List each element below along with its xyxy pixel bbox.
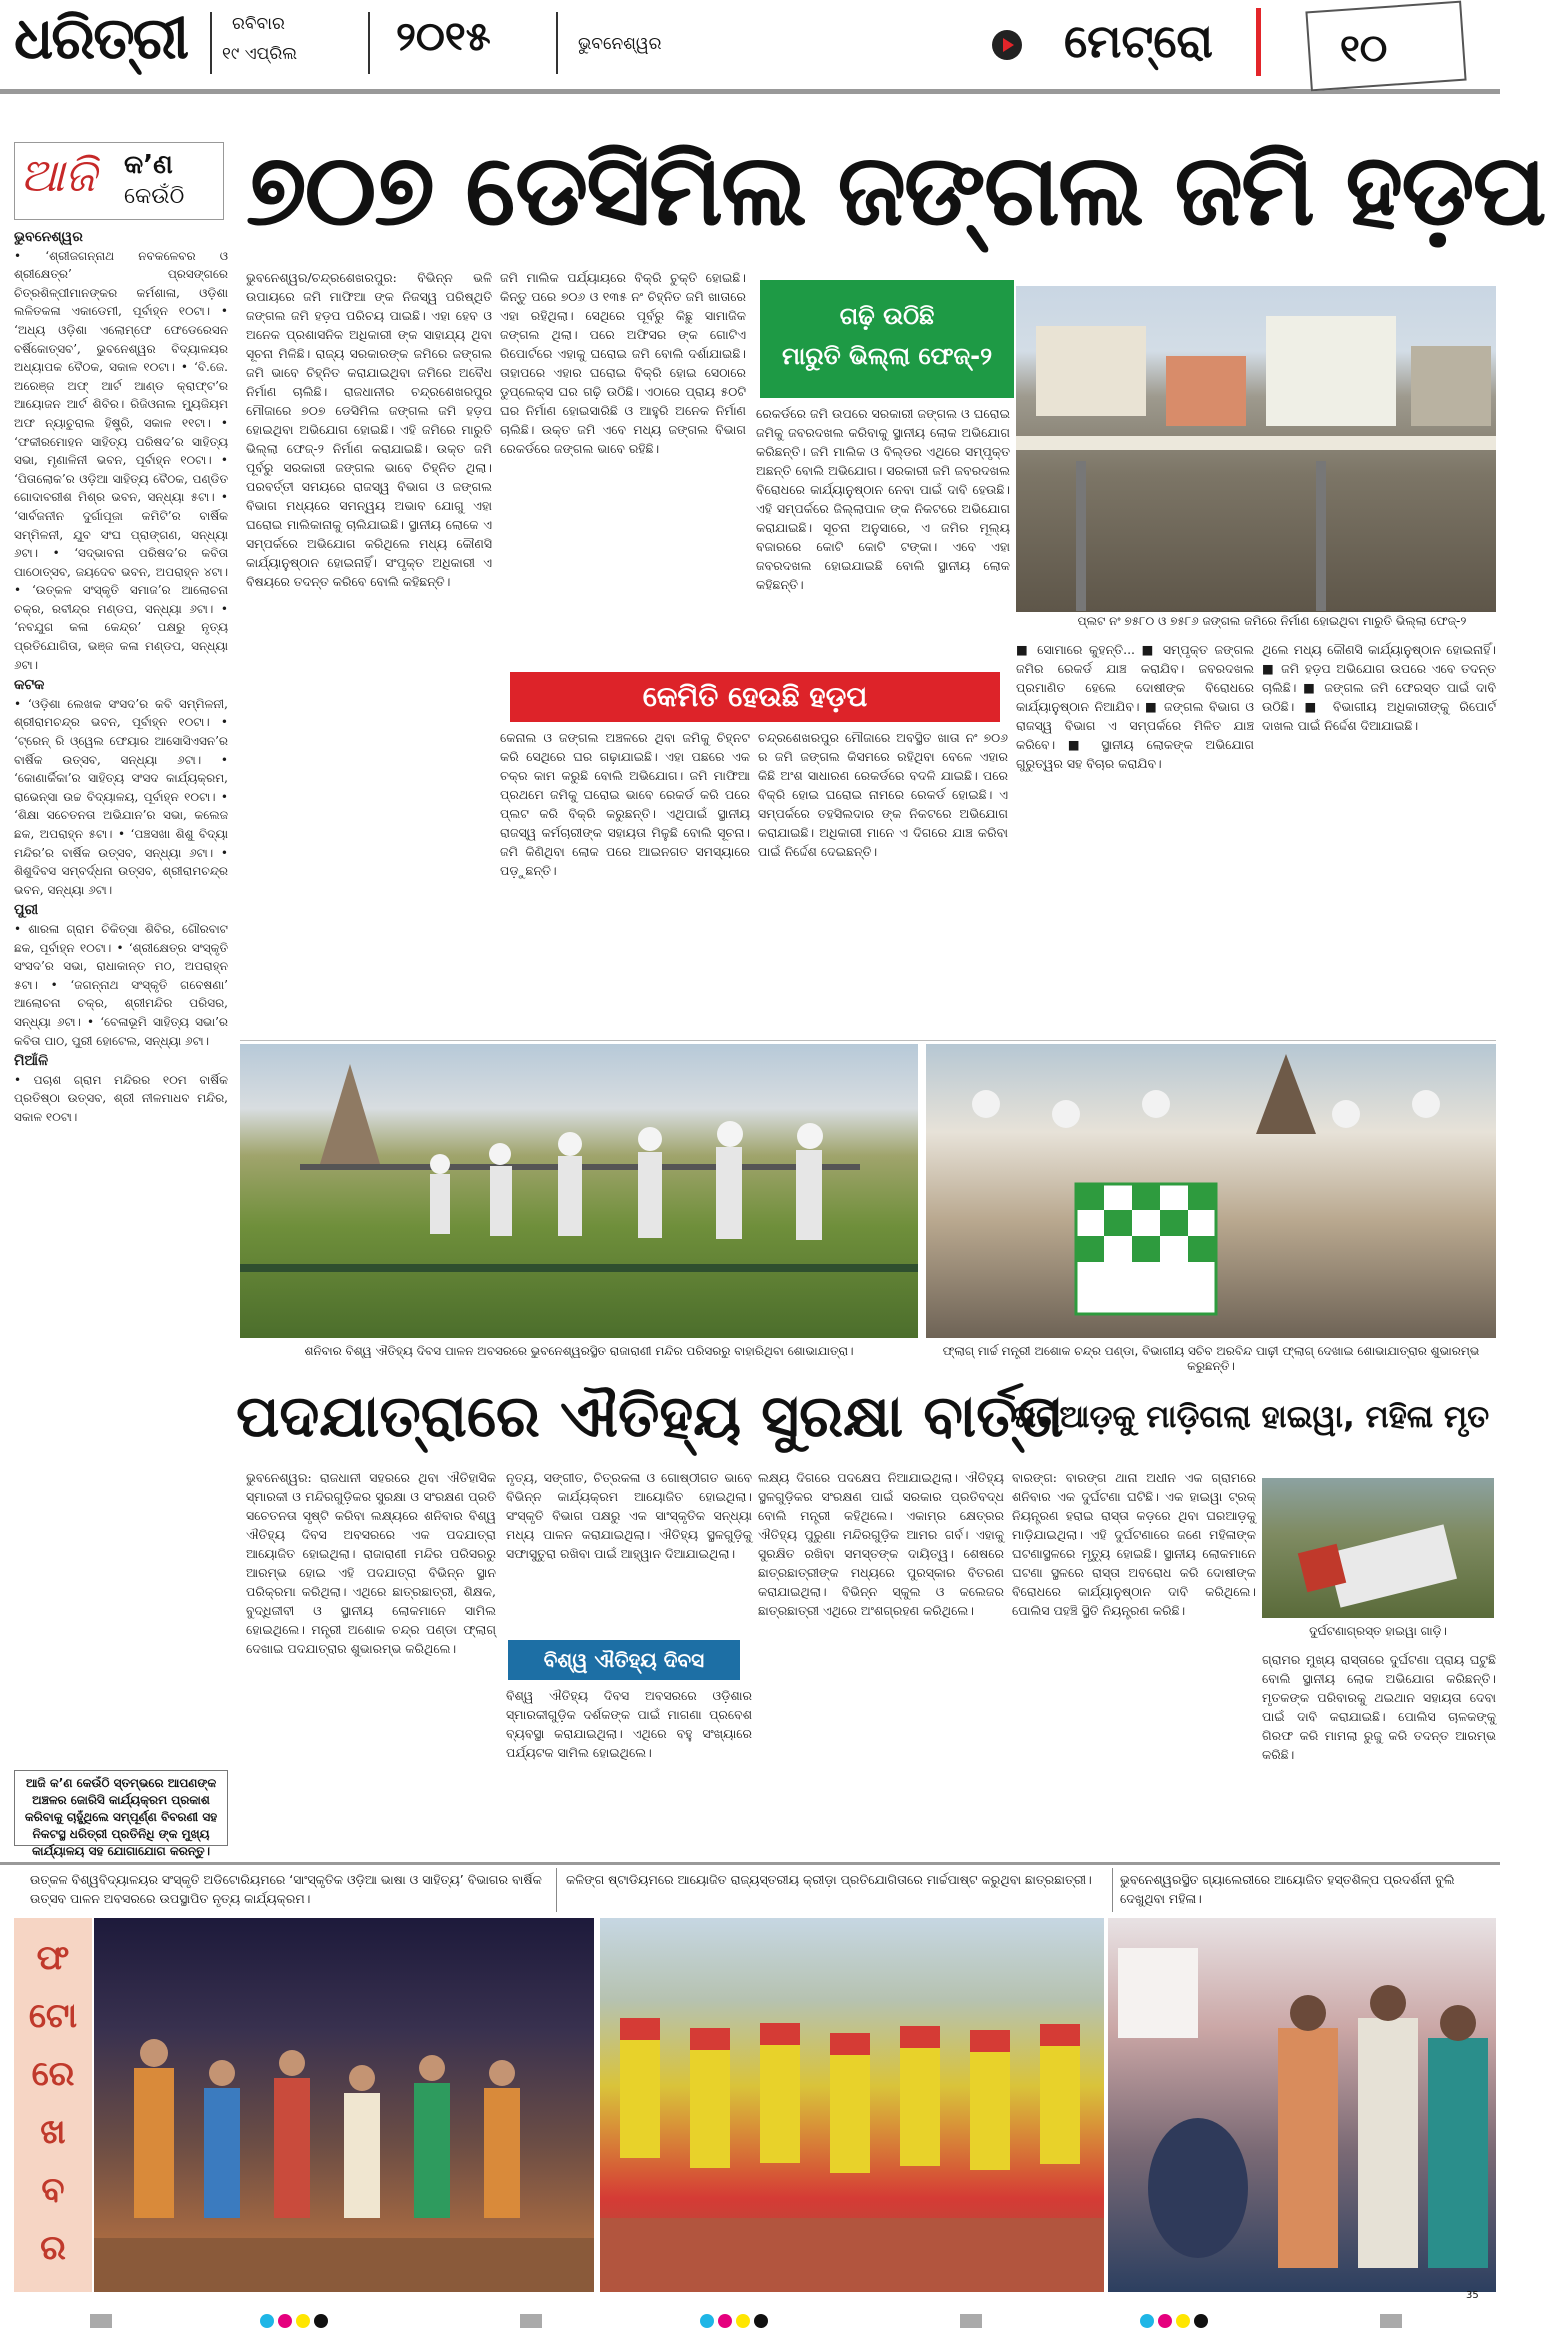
masthead-divider (368, 12, 370, 74)
building-photo-art (1016, 286, 1496, 612)
building-photo-caption: ପ୍ଲଟ ନଂ ୭୫୮୦ ଓ ୭୫୮୬ ଜଙ୍ଗଲ ଜମିରେ ନିର୍ମାଣ ହୋଇଥିବା ମାରୁତି ଭିଲ୍ଲା ଫେଜ୍-୨ (1077, 614, 1467, 628)
caption-divider (1112, 1868, 1113, 1912)
event-listings (14, 226, 228, 1766)
red-subhead-box: କେମିତି ହେଉଛି ହଡ଼ପ (510, 672, 1000, 722)
section-title: ମେଟ୍ରୋ (1064, 14, 1213, 68)
listing-text: • ‘ଶ୍ରୀଜଗନ୍ନାଥ ନବକଳେବର ଓ ଶ୍ରୀକ୍ଷେତ୍ର’ ପ୍ରସଙ୍ଗରେ ଚିତ୍ରଶିଳ୍ପୀମାନଙ୍କର କର୍ମଶାଳା, ଓଡ଼ିଶା ଲଳିତକଳା ଏକାଡେମୀ, ପୂର୍ବାହ୍ନ ୧୦ଟା। • ‘ଅଧ୍ୟ ଓଡ଼ିଶା ଏଲୋମ୍ଫେ ଫେଡେରେସନ ବର୍ଷିକୋତ୍ସବ’, ଭୁବନେଶ୍ୱର ବିଦ୍ୟାଳୟର ଅଧ୍ୟାପକ ବୈଠକ, ସକାଳ ୧୦ଟା। • ‘ବି.ଜେ. ଅରେଞ୍ଜ ଅଫ୍ ଆର୍ଟ ଆଣ୍ଡ କ୍ରାଫ୍ଟ’ର ଆୟୋଜନ ଆର୍ଟ ଶିବିର। ରିଜିଓନାଲ ମ୍ୟୁଜିୟମ ଅଫ ନ୍ୟାଚୁରାଲ ହିଷ୍ଟ୍ରି, ସକାଳ ୧୧ଟା। • ‘ଫକୀରମୋହନ ସାହିତ୍ୟ ପରିଷଦ’ର ସାହିତ୍ୟ ସଭା, ମୃଣାଳିନୀ ଭବନ, ପୂର୍ବାହ୍ନ ୧୦ଟା। • ‘ପିତାଲୋକ’ର ଓଡ଼ିଆ ସାହିତ୍ୟ ବୈଠକ, ପଣ୍ଡିତ ଗୋଦାବରୀଶ ମିଶ୍ର ଭବନ, ସନ୍ଧ୍ୟା ୫ଟା। • ‘ସାର୍ବଜନୀନ ଦୁର୍ଗାପୂଜା କମିଟି’ର ବାର୍ଷିକ ସମ୍ମିଳନୀ, ଯୁବ ସଂଘ ପ୍ରାଙ୍ଗଣ, ସନ୍ଧ୍ୟା ୬ଟା। • ‘ସଦ୍ଭାବନା ପରିଷଦ’ର କବିତା ପାଠୋତ୍ସବ, ଜୟଦେବ ଭବନ, ଅପରାହ୍ନ ୪ଟା। • ‘ଉତ୍କଳ ସଂସ୍କୃତି ସମାଜ’ର ଆଲୋଚନା ଚକ୍ର, ରବୀନ୍ଦ୍ର ମଣ୍ଡପ, ସନ୍ଧ୍ୟା ୬ଟା। • ‘ନବଯୁଗ କଳା କେନ୍ଦ୍ର’ ପକ୍ଷରୁ ନୃତ୍ୟ ପ୍ରତିଯୋଗିତା, ଭଞ୍ଜ କଳା ମଣ୍ଡପ, ସନ୍ଧ୍ୟା ୬ଟା। (14, 248, 228, 672)
accident-photo-caption: ଦୁର୍ଘଟଣାଗ୍ରସ୍ତ ହାଇୱା ଗାଡ଼ି। (1309, 1624, 1447, 1638)
print-register-marks (0, 2308, 1500, 2335)
green-highlight-box (760, 280, 1014, 398)
listing-heading: ପୁରୀ (14, 902, 39, 919)
flag-off-photo (926, 1044, 1496, 1338)
dance-performance-photo (94, 1918, 594, 2292)
flag-off-art (926, 1044, 1496, 1338)
heritage-photo-caption: ଫ୍ଲାଗ୍ ମାର୍ଚ୍ଚ ମନ୍ତ୍ରୀ ଅଶୋକ ଚନ୍ଦ୍ର ପଣ୍ଡା, ବିଭାଗୀୟ ସଚିବ ଅରବିନ୍ଦ ପାଢ଼ୀ ଫ୍ଲାଗ୍ ଦେଖାଇ ଶୋଭାଯାତ୍ରାର ଶୁଭାରମ୍ଭ କରୁଛନ୍ତି। (942, 1344, 1480, 1373)
story2-headline: ପଦଯାତ୍ରାରେ ଐତିହ୍ୟ ସୁରକ୍ଷା ବାର୍ତ୍ତା (236, 1382, 1064, 1450)
heritage-photo-caption: ଶନିବାର ବିଶ୍ୱ ଐତିହ୍ୟ ଦିବସ ପାଳନ ଅବସରରେ ଭୁବନେଶ୍ୱରସ୍ଥିତ ରାଜାରାଣୀ ମନ୍ଦିର ପରିସରରୁ ବାହାରିଥିବା ଶୋଭାଯାତ୍ରା। (304, 1344, 854, 1358)
accident-photo (1262, 1478, 1494, 1618)
lead-headline: ୭୦୭ ଡେସିମିଲ ଜଙ୍ଗଲ ଜମି ହଡ଼ପ (246, 133, 1545, 248)
page-number: ୧୦ (1340, 26, 1388, 70)
register-dot (736, 2314, 750, 2328)
masthead-year: ୨୦୧୫ (396, 14, 491, 60)
exhibition-photo-art (1108, 1918, 1496, 2292)
story2-column: ଭୁବନେଶ୍ୱର: ରାଜଧାନୀ ସହରରେ ଥିବା ଐତିହାସିକ ସ୍ମାରକୀ ଓ ମନ୍ଦିରଗୁଡ଼ିକର ସୁରକ୍ଷା ଓ ସଂରକ୍ଷଣ ପ୍ରତି ସଚେତନତା ସୃଷ୍ଟି କରିବା ଲକ୍ଷ୍ୟରେ ଶନିବାର ବିଶ୍ୱ ଐତିହ୍ୟ ଦିବସ ଅବସରରେ ଏକ ପଦଯାତ୍ରା ଆୟୋଜିତ ହୋଇଥିଲା। ରାଜାରାଣୀ ମନ୍ଦିର ପରିସରରୁ ଆରମ୍ଭ ହୋଇ ଏହି ପଦଯାତ୍ରା ବିଭିନ୍ନ ସ୍ଥାନ ପରିକ୍ରମା କରିଥିଲା। ଏଥିରେ ଛାତ୍ରଛାତ୍ରୀ, ଶିକ୍ଷକ, ବୁଦ୍ଧିଜୀବୀ ଓ ସ୍ଥାନୀୟ ଲୋକମାନେ ସାମିଲ ହୋଇଥିଲେ। ମନ୍ତ୍ରୀ ଅଶୋକ ଚନ୍ଦ୍ର ପଣ୍ଡା ଫ୍ଲାଗ୍ ଦେଖାଇ ପଦଯାତ୍ରାର ଶୁଭାରମ୍ଭ କରିଥିଲେ। (246, 1470, 496, 1656)
masthead-divider (210, 12, 212, 74)
register-dot (1158, 2314, 1172, 2328)
newspaper-logo: ଧରିତ୍ରୀ (14, 4, 188, 72)
lead-story-sidebar: ■ ସୋମାରେ କୁହନ୍ତି... ■ ସମ୍ପୃକ୍ତ ଜଙ୍ଗଲ ଜମିର ରେକର୍ଡ ଯାଞ୍ଚ କରାଯିବ। ଜବରଦଖଲ ପ୍ରମାଣିତ ହେଲେ ଦୋଷୀଙ୍କ ବିରୋଧରେ କାର୍ଯ୍ୟାନୁଷ୍ଠାନ ନିଆଯିବ। ■ ଜଙ୍ଗଲ ବିଭାଗ ଓ ରାଜସ୍ୱ ବିଭାଗ ଏ ସମ୍ପର୍କରେ ମିଳିତ ଯାଞ୍ଚ କରିବେ। ■ ସ୍ଥାନୀୟ ଲୋକଙ୍କ ଅଭିଯୋଗ ଗୁରୁତ୍ୱର ସହ ବିଚାର କରାଯିବ। (1016, 642, 1254, 771)
story3-headline: ଘରଆଡ଼କୁ ମାଡ଼ିଗଲା ହାଇୱା, ମହିଳା ମୃତ (1012, 1399, 1490, 1435)
photo-feature-char: ଫ (36, 1938, 70, 1978)
listings-note: ଆଜି କ’ଣ କେଉଁଠି ସ୍ତମ୍ଭରେ ଆପଣଙ୍କ ଅଞ୍ଚଳର ଜୋରିସି କାର୍ଯ୍ୟକ୍ରମ ପ୍ରକାଶ କରିବାକୁ ଚାହୁଁଥିଲେ ସମ୍ପୂର୍ଣ୍ଣ ବିବରଣୀ ସହ ନିକଟସ୍ଥ ଧରିତ୍ରୀ ପ୍ରତିନିଧି ଙ୍କ ମୁଖ୍ୟ କାର୍ଯ୍ୟାଳୟ ସହ ଯୋଗାଯୋଗ କରନ୍ତୁ। (14, 1770, 228, 1846)
photo-feature-char: ରେ (31, 2054, 75, 2094)
green-box-line: ଗଢ଼ି ଉଠିଛି (839, 302, 935, 330)
photo-feature-char: ଖ (40, 2112, 66, 2152)
register-dot (1194, 2314, 1208, 2328)
masthead-date: ୧୯ ଏପ୍ରିଲ (222, 44, 298, 64)
accident-photo-art (1262, 1478, 1494, 1618)
lead-story-column: ଜମି ମାଲିକ ପର୍ଯ୍ୟାୟରେ ବିକ୍ରି ଚୁକ୍ତି ହୋଇଛି। କିନ୍ତୁ ପରେ ୭୦୬ ଓ ୧୩୫ ନଂ ଚିହ୍ନିତ ଜମି ଖାତାରେ ଏହା ରହିଥିଲା। ସେଥିରେ ପୂର୍ବରୁ କିଛୁ ସାମାଜିକ ଜଙ୍ଗଲ ଥିଲା। ପରେ ଅଫିସର ଙ୍କ ଗୋଟିଏ ରିପୋର୍ଟରେ ଏହାକୁ ଘରୋଇ ଜମି ବୋଲି ଦର୍ଶାଯାଇଛି। ତାହାପରେ ଏହାର ଘରୋଇ ବିକ୍ରି ହୋଇ ସେଠାରେ ଡୁପ୍ଲେକ୍ସ ଘର ଗଢ଼ି ଉଠିଛି। ଏଠାରେ ପ୍ରାୟ ୫୦ଟି ଘର ନିର୍ମାଣ ହୋଇସାରିଛି ଓ ଆହୁରି ଅନେକ ନିର୍ମାଣ ଚାଲିଛି। ଉକ୍ତ ଜମି ଏବେ ମଧ୍ୟ ଜଙ୍ଗଲ ବିଭାଗ ରେକର୍ଡରେ ଜଙ୍ଗଲ ଭାବେ ରହିଛି। (500, 270, 746, 456)
register-dot (754, 2314, 768, 2328)
register-dot (278, 2314, 292, 2328)
story2-column: ନୃତ୍ୟ, ସଙ୍ଗୀତ, ଚିତ୍ରକଳା ଓ ଗୋଷ୍ଠୀଗତ ଭାବେ ବିଭିନ୍ନ କାର୍ଯ୍ୟକ୍ରମ ଆୟୋଜିତ ହୋଇଥିଲା। ସଂସ୍କୃତି ବିଭାଗ ପକ୍ଷରୁ ଏକ ସାଂସ୍କୃତିକ ସନ୍ଧ୍ୟା ମଧ୍ୟ ପାଳନ କରାଯାଇଥିଲା। ଐତିହ୍ୟ ସ୍ଥଳଗୁଡ଼ିକୁ ସଫାସୁତୁରା ରଖିବା ପାଇଁ ଆହ୍ୱାନ ଦିଆଯାଇଥିଲା। (506, 1470, 752, 1561)
heritage-day-box: ବିଶ୍ୱ ଐତିହ୍ୟ ଦିବସ (508, 1640, 740, 1680)
register-dot (1140, 2314, 1154, 2328)
listings-title-italic: ଆଜି (20, 148, 97, 202)
listing-text: • ‘ଓଡ଼ିଶା ଲେଖକ ସଂସଦ’ର କବି ସମ୍ମିଳନୀ, ଶ୍ରୀରାମଚନ୍ଦ୍ର ଭବନ, ପୂର୍ବାହ୍ନ ୧୦ଟା। • ‘ଟ୍ରେନ୍ ରି ଓ୍ୱେଲ ଫେୟାର ଆସୋସିଏସନ’ର ବାର୍ଷିକ ଉତ୍ସବ, ସନ୍ଧ୍ୟା ୬ଟା। • ‘କୋଣାର୍କିକା’ର ସାହିତ୍ୟ ସଂସଦ କାର୍ଯ୍ୟକ୍ରମ, ରାଭେନ୍ସା ଉଚ୍ଚ ବିଦ୍ୟାଳୟ, ପୂର୍ବାହ୍ନ ୧୦ଟା। • ‘ଶିକ୍ଷା ସଚେତନତା ଅଭିଯାନ’ର ସଭା, କଲେଜ ଛକ, ଅପରାହ୍ନ ୫ଟା। • ‘ପଞ୍ଚସଖା ଶିଶୁ ବିଦ୍ୟା ମନ୍ଦିର’ର ବାର୍ଷିକ ଉତ୍ସବ, ସନ୍ଧ୍ୟା ୬ଟା। • ଶିଶୁଦିବସ ସମ୍ବର୍ଦ୍ଧନା ଉତ୍ସବ, ଶ୍ରୀରାମଚନ୍ଦ୍ର ଭବନ, ସନ୍ଧ୍ୟା ୬ଟା। (14, 696, 228, 897)
register-swatch (520, 2314, 542, 2328)
photo-feature-label (14, 1918, 92, 2292)
caption-divider (556, 1868, 557, 1912)
masthead-divider (556, 12, 558, 74)
listing-text: • ଶାରଳା ଗ୍ରାମ ଚିକିତ୍ସା ଶିବିର, ଗୌରବାଟ ଛକ, ପୂର୍ବାହ୍ନ ୧୦ଟା। • ‘ଶ୍ରୀକ୍ଷେତ୍ର ସଂସ୍କୃତି ସଂସଦ’ର ସଭା, ରାଧାକାନ୍ତ ମଠ, ଅପରାହ୍ନ ୫ଟା। • ‘ଜଗନ୍ନାଥ ସଂସ୍କୃତି ଗବେଷଣା’ ଆଲୋଚନା ଚକ୍ର, ଶ୍ରୀମନ୍ଦିର ପରିସର, ସନ୍ଧ୍ୟା ୬ଟା। • ‘ବେଳାଭୂମି ସାହିତ୍ୟ ସଭା’ର କବିତା ପାଠ, ପୁରୀ ହୋଟେଲ, ସନ୍ଧ୍ୟା ୬ଟା। (14, 921, 228, 1048)
register-dot (260, 2314, 274, 2328)
lead-story-column: ଭୁବନେଶ୍ୱର/ଚନ୍ଦ୍ରଶେଖରପୁର: ବିଭିନ୍ନ ଭଳି ଉପାୟରେ ଜମି ମାଫିଆ ଙ୍କ ନିଜସ୍ୱ ପରିଷ୍ଥିତି ଜଙ୍ଗଲ ଜମି ହଡ଼ପ ପରିଚୟ ପାଇଛି। ଏହା ହେବ ଓ ଅନେକ ପ୍ରଶାସନିକ ଅଧିକାରୀ ଙ୍କ ସାହାଯ୍ୟ ଥିବା ସୂଚନା ମିଳିଛି। ରାଜ୍ୟ ସରକାରଙ୍କ ଜମିରେ ଜଙ୍ଗଲ ଜମି ଭାବେ ଚିହ୍ନିତ କରାଯାଇଥିବା ଜମିରେ ଅବୈଧ ନିର୍ମାଣ ଚାଲିଛି। ରାଜଧାନୀର ଚନ୍ଦ୍ରଶେଖରପୁର ମୌଜାରେ ୭୦୭ ଡେସିମିଲ ଜଙ୍ଗଲ ଜମି ହଡ଼ପ ହୋଇଥିବା ଅଭିଯୋଗ ହୋଇଛି। ଏହି ଜମିରେ ମାରୁତି ଭିଲ୍ଲା ଫେଜ୍-୨ ନିର୍ମାଣ କରାଯାଇଛି। ଉକ୍ତ ଜମି ପୂର୍ବରୁ ସରକାରୀ ଜଙ୍ଗଲ ଭାବେ ଚିହ୍ନିତ ଥିଲା। ପରବର୍ତ୍ତୀ ସମୟରେ ରାଜସ୍ୱ ବିଭାଗ ଓ ଜଙ୍ଗଲ ବିଭାଗ ମଧ୍ୟରେ ସମନ୍ୱୟ ଅଭାବ ଯୋଗୁ ଏହା ଘରୋଇ ମାଲିକାନାକୁ ଚାଲିଯାଇଛି। ସ୍ଥାନୀୟ ଲୋକେ ଏ ସମ୍ପର୍କରେ ଅଭିଯୋଗ କରିଥିଲେ ମଧ୍ୟ କୌଣସି କାର୍ଯ୍ୟାନୁଷ୍ଠାନ ହୋଇନାହିଁ। ସଂପୃକ୍ତ ଅଧିକାରୀ ଏ ବିଷୟରେ ତଦନ୍ତ କରିବେ ବୋଲି କହିଛନ୍ତି। (246, 270, 492, 589)
photo-feature-char: ବ (41, 2170, 65, 2210)
bottom-photo-caption: ଉତ୍କଳ ବିଶ୍ୱବିଦ୍ୟାଳୟର ସଂସ୍କୃତି ଅଡିଟୋରିୟମରେ ‘ସାଂସ୍କୃତିକ ଓଡ଼ିଆ ଭାଷା ଓ ସାହିତ୍ୟ’ ବିଭାଗର ବାର୍ଷିକ ଉତ୍ସବ ପାଳନ ଅବସରରେ ଉପସ୍ଥାପିତ ନୃତ୍ୟ କାର୍ଯ୍ୟକ୍ରମ। (30, 1872, 542, 1906)
heritage-walk-photo (240, 1044, 918, 1338)
dance-photo-art (94, 1918, 594, 2292)
march-past-art (600, 1918, 1104, 2292)
lead-story-column: ଚନ୍ଦ୍ରଶେଖରପୁର ମୌଜାରେ ଅବସ୍ଥିତ ଖାତା ନଂ ୭୦୬ ର ଜମି ଜଙ୍ଗଲ କିସମରେ ରହିଥିବା ବେଳେ ଏହାର କିଛି ଅଂଶ ସାଧାରଣ ରେକର୍ଡରେ ବଦଳି ଯାଇଛି। ପରେ ବିକ୍ରି ହୋଇ ଘରୋଇ ନାମରେ ରେକର୍ଡ ହୋଇଛି। ଏ ସମ୍ପର୍କରେ ତହସିଲଦାର ଙ୍କ ନିକଟରେ ଅଭିଯୋଗ କରାଯାଇଛି। ଅଧିକାରୀ ମାନେ ଏ ଦିଗରେ ଯାଞ୍ଚ କରିବା ପାଇଁ ନିର୍ଦ୍ଦେଶ ଦେଇଛନ୍ତି। (758, 730, 1008, 859)
lead-story-sidebar: ଥିଲେ ମଧ୍ୟ କୌଣସି କାର୍ଯ୍ୟାନୁଷ୍ଠାନ ହୋଇନାହିଁ। ■ ଜମି ହଡ଼ପ ଅଭିଯୋଗ ଉପରେ ଏବେ ତଦନ୍ତ ଚାଲିଛି। ■ ଜଙ୍ଗଲ ଜମି ଫେରସ୍ତ ପାଇଁ ଦାବି ଉଠିଛି। ■ ବିଭାଗୀୟ ଅଧିକାରୀଙ୍କୁ ରିପୋର୍ଟ ଦାଖଲ ପାଇଁ ନିର୍ଦ୍ଦେଶ ଦିଆଯାଇଛି। (1262, 642, 1496, 733)
divider (240, 1040, 1496, 1041)
story2-column: ଲକ୍ଷ୍ୟ ଦିଗରେ ପଦକ୍ଷେପ ନିଆଯାଇଥିଲା। ଐତିହ୍ୟ ସ୍ଥଳଗୁଡ଼ିକର ସଂରକ୍ଷଣ ପାଇଁ ସରକାର ପ୍ରତିବଦ୍ଧ ବୋଲି ମନ୍ତ୍ରୀ କହିଥିଲେ। ଏକାମ୍ର କ୍ଷେତ୍ରର ଐତିହ୍ୟ ପୁରୁଣା ମନ୍ଦିରଗୁଡ଼ିକ ଆମର ଗର୍ବ। ଏହାକୁ ସୁରକ୍ଷିତ ରଖିବା ସମସ୍ତଙ୍କ ଦାୟିତ୍ୱ। ଶେଷରେ ଛାତ୍ରଛାତ୍ରୀଙ୍କ ମଧ୍ୟରେ ପୁରସ୍କାର ବିତରଣ କରାଯାଇଥିଲା। ବିଭିନ୍ନ ସ୍କୁଲ ଓ କଲେଜର ଛାତ୍ରଛାତ୍ରୀ ଏଥିରେ ଅଂଶଗ୍ରହଣ କରିଥିଲେ। (758, 1470, 1004, 1618)
exhibition-photo (1108, 1918, 1496, 2292)
lead-story-column: କେନାଲ ଓ ଜଙ୍ଗଲ ଅଞ୍ଚଳରେ ଥିବା ଜମିକୁ ଚିହ୍ନଟ କରି ସେଥିରେ ଘର ଗଢ଼ାଯାଇଛି। ଏହା ପଛରେ ଏକ ଚକ୍ର କାମ କରୁଛି ବୋଲି ଅଭିଯୋଗ। ଜମି ମାଫିଆ ପ୍ରଥମେ ଜମିକୁ ଘରୋଇ ଭାବେ ରେକର୍ଡ କରି ପରେ ପ୍ଲଟ କରି ବିକ୍ରି କରୁଛନ୍ତି। ଏଥିପାଇଁ ସ୍ଥାନୀୟ ରାଜସ୍ୱ କର୍ମଚାରୀଙ୍କ ସହାୟତା ମିଳୁଛି ବୋଲି ସୂଚନା। ଜମି କିଣିଥିବା ଲୋକ ପରେ ଆଇନଗତ ସମସ୍ୟାରେ ପଡ଼ୁଛନ୍ତି। (500, 730, 750, 878)
listings-title-bold: କ’ଣ (124, 150, 173, 180)
divider (0, 1862, 1500, 1865)
register-dot (1176, 2314, 1190, 2328)
register-swatch (90, 2314, 112, 2328)
masthead-day: ରବିବାର (232, 14, 285, 34)
story2-column: ବିଶ୍ୱ ଐତିହ୍ୟ ଦିବସ ଅବସରରେ ଓଡ଼ିଶାର ସ୍ମାରକୀଗୁଡ଼ିକ ଦର୍ଶକଙ୍କ ପାଇଁ ମାଗଣା ପ୍ରବେଶ ବ୍ୟବସ୍ଥା କରାଯାଇଥିଲା। ଏଥିରେ ବହୁ ସଂଖ୍ୟାରେ ପର୍ଯ୍ୟଟକ ସାମିଲ ହୋଇଥିଲେ। (506, 1688, 752, 1760)
register-dot (718, 2314, 732, 2328)
building-photo (1016, 286, 1496, 612)
lead-story-column: ରେକର୍ଡରେ ଜମି ଉପରେ ସରକାରୀ ଜଙ୍ଗଲ ଓ ଘରୋଇ ଜମିକୁ ଜବରଦଖଲ କରିବାକୁ ସ୍ଥାନୀୟ ଲୋକ ଅଭିଯୋଗ କରିଛନ୍ତି। ଜମି ମାଲିକ ଓ ବିଲ୍ଡର ଏଥିରେ ସମ୍ପୃକ୍ତ ଅଛନ୍ତି ବୋଲି ଅଭିଯୋଗ। ସରକାରୀ ଜମି ଜବରଦଖଲ ବିରୋଧରେ କାର୍ଯ୍ୟାନୁଷ୍ଠାନ ନେବା ପାଇଁ ଦାବି ହେଉଛି। ଏହି ସମ୍ପର୍କରେ ଜିଲ୍ଲାପାଳ ଙ୍କ ନିକଟରେ ଅଭିଯୋଗ କରାଯାଇଛି। ସୂଚନା ଅନୁସାରେ, ଏ ଜମିର ମୂଲ୍ୟ ବଜାରରେ କୋଟି କୋଟି ଟଙ୍କା। ଏବେ ଏହା ଜବରଦଖଲ ହୋଇଯାଇଛି ବୋଲି ସ୍ଥାନୀୟ ଲୋକ କହିଛନ୍ତି। (756, 406, 1010, 592)
listing-text: • ପଚାଶ ଗ୍ରାମ ମନ୍ଦିରର ୧୦ମ ବାର୍ଷିକ ପ୍ରତିଷ୍ଠା ଉତ୍ସବ, ଶ୍ରୀ ନୀଳମାଧବ ମନ୍ଦିର, ସକାଳ ୧୦ଟା। (14, 1072, 228, 1124)
bottom-photo-caption: କଳିଙ୍ଗ ଷ୍ଟାଡିୟମରେ ଆୟୋଜିତ ରାଜ୍ୟସ୍ତରୀୟ କ୍ରୀଡ଼ା ପ୍ରତିଯୋଗିତାରେ ମାର୍ଚ୍ଚପାଷ୍ଟ କରୁଥିବା ଛାତ୍ରଛାତ୍ରୀ। (566, 1872, 1092, 1887)
register-dot (700, 2314, 714, 2328)
play-icon (992, 30, 1022, 60)
register-swatch (1380, 2314, 1402, 2328)
story3-column: ଗ୍ରାମର ମୁଖ୍ୟ ରାସ୍ତାରେ ଦୁର୍ଘଟଣା ପ୍ରାୟ ଘଟୁଛି ବୋଲି ସ୍ଥାନୀୟ ଲୋକ ଅଭିଯୋଗ କରିଛନ୍ତି। ମୃତକଙ୍କ ପରିବାରକୁ ଥଇଥାନ ସହାୟତା ଦେବା ପାଇଁ ଦାବି କରାଯାଇଛି। ପୋଲିସ ଚାଳକଙ୍କୁ ଗିରଫ କରି ମାମଲା ରୁଜୁ କରି ତଦନ୍ତ ଆରମ୍ଭ କରିଛି। (1262, 1652, 1496, 1762)
march-past-photo (600, 1918, 1104, 2292)
story3-column: ବାରଙ୍ଗ: ବାରଙ୍ଗ ଥାନା ଅଧୀନ ଏକ ଗ୍ରାମରେ ଶନିବାର ଏକ ଦୁର୍ଘଟଣା ଘଟିଛି। ଏକ ହାଇୱା ଟ୍ରକ୍ ନିୟନ୍ତ୍ରଣ ହରାଇ ରାସ୍ତା କଡ଼ରେ ଥିବା ଘରଆଡ଼କୁ ମାଡ଼ିଯାଇଥିଲା। ଏହି ଦୁର୍ଘଟଣାରେ ଜଣେ ମହିଳାଙ୍କ ଘଟଣାସ୍ଥଳରେ ମୃତ୍ୟୁ ହୋଇଛି। ସ୍ଥାନୀୟ ଲୋକମାନେ ଘଟଣା ସ୍ଥଳରେ ରାସ୍ତା ଅବରୋଧ କରି ଦୋଷୀଙ୍କ ବିରୋଧରେ କାର୍ଯ୍ୟାନୁଷ୍ଠାନ ଦାବି କରିଥିଲେ। ପୋଲିସ ପହଞ୍ଚି ସ୍ଥିତି ନିୟନ୍ତ୍ରଣ କରିଛି। (1012, 1470, 1256, 1618)
green-box-line: ମାରୁତି ଭିଲ୍ଲା ଫେଜ୍-୨ (781, 342, 993, 370)
listing-heading: ମିଆଁଳି (14, 1053, 49, 1070)
listing-heading: କଟକ (14, 677, 45, 694)
listing-heading: ଭୁବନେଶ୍ୱର (14, 229, 83, 245)
register-dot (296, 2314, 310, 2328)
folio: 35 (1466, 2290, 1479, 2301)
photo-feature-char: ଟୋ (28, 1996, 78, 2036)
masthead-city: ଭୁବନେଶ୍ୱର (578, 34, 662, 54)
section-accent-bar (1256, 8, 1261, 76)
register-dot (314, 2314, 328, 2328)
heritage-walk-art (240, 1044, 918, 1338)
photo-feature-char: ର (40, 2228, 66, 2268)
listings-title-sub: କେଉଁଠି (124, 184, 185, 209)
register-swatch (960, 2314, 982, 2328)
bottom-photo-caption: ଭୁବନେଶ୍ୱରସ୍ଥିତ ଗ୍ୟାଲେରୀରେ ଆୟୋଜିତ ହସ୍ତଶିଳ୍ପ ପ୍ରଦର୍ଶନୀ ବୁଲି ଦେଖୁଥିବା ମହିଳା। (1120, 1872, 1455, 1906)
